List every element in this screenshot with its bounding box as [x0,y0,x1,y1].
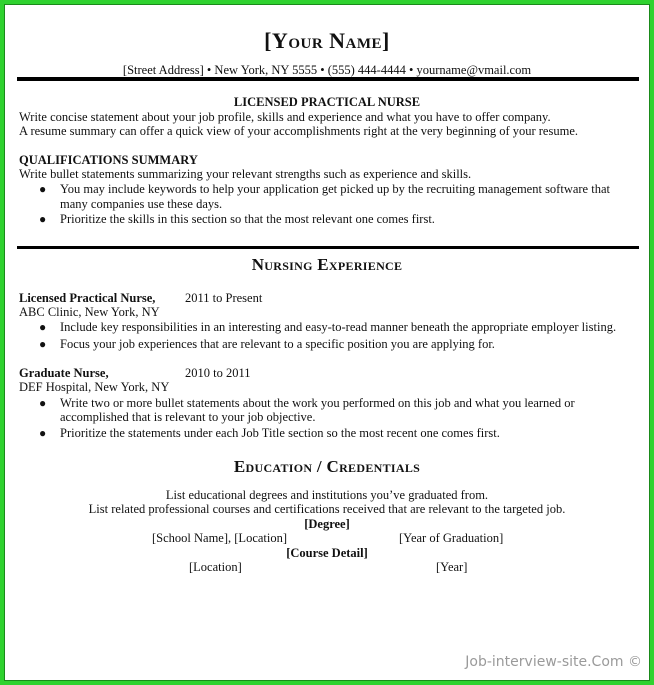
job-dates: 2011 to Present [185,291,263,305]
candidate-name: [Your Name] [264,28,390,53]
degree-placeholder: [Degree] [304,517,350,531]
bullet-icon: ● [39,320,47,334]
contact-line: [Street Address] • New York, NY 5555 • (555) 444-4444 • yourname@vmail.com [122,63,532,77]
list-item: Prioritize the statements under each Job Title section so the most recent one comes first. [60,426,500,440]
experience-heading: Nursing Experience [251,255,403,274]
bullet-icon: ● [39,212,47,226]
site-watermark: Job-interview-site.Com © [465,654,642,670]
job-place: DEF Hospital, New York, NY [19,380,170,394]
list-item: Prioritize the skills in this section so that the most relevant one comes first. [60,212,435,226]
school-placeholder: [School Name], [Location] [152,531,288,545]
job-dates: 2010 to 2011 [185,366,251,380]
education-line: List educational degrees and institutions you’ve graduated from. [165,488,489,502]
education-line: List related professional courses and certifications received that are relevant to the targeted job. [88,502,566,516]
list-item-continued: many companies use these days. [60,197,223,211]
graduation-year-placeholder: [Year of Graduation] [399,531,504,545]
list-item: You may include keywords to help your application get picked up by the recruiting management software that [60,182,610,196]
education-heading: Education / Credentials [233,457,421,476]
summary-line: A resume summary can offer a quick view of your accomplishments right at the very beginning of your resume. [19,124,578,138]
bullet-icon: ● [39,396,47,410]
job-title: Licensed Practical Nurse, [19,291,156,305]
list-item-continued: accomplished that is relevant to your job objective. [60,410,316,424]
year-placeholder: [Year] [436,560,468,574]
summary-line: Write concise statement about your job profile, skills and experience and what you have to offer company. [19,110,551,124]
header-divider [17,77,639,81]
list-item: Write two or more bullet statements about the work you performed on this job and what you learned or [60,396,575,410]
qualifications-title: QUALIFICATIONS SUMMARY [19,153,198,167]
list-item: Focus your job experiences that are relevant to a specific position you are applying for. [60,337,495,351]
section-divider [17,246,639,249]
summary-title: LICENSED PRACTICAL NURSE [233,95,421,109]
job-place: ABC Clinic, New York, NY [19,305,160,319]
list-item: Include key responsibilities in an interesting and easy-to-read manner beneath the appropriate employer listing. [60,320,617,334]
location-placeholder: [Location] [189,560,242,574]
job-title: Graduate Nurse, [19,366,109,380]
course-placeholder: [Course Detail] [286,546,368,560]
qualifications-intro: Write bullet statements summarizing your relevant strengths such as experience and skills. [19,167,472,181]
bullet-icon: ● [39,337,47,351]
bullet-icon: ● [39,182,47,196]
bullet-icon: ● [39,426,47,440]
